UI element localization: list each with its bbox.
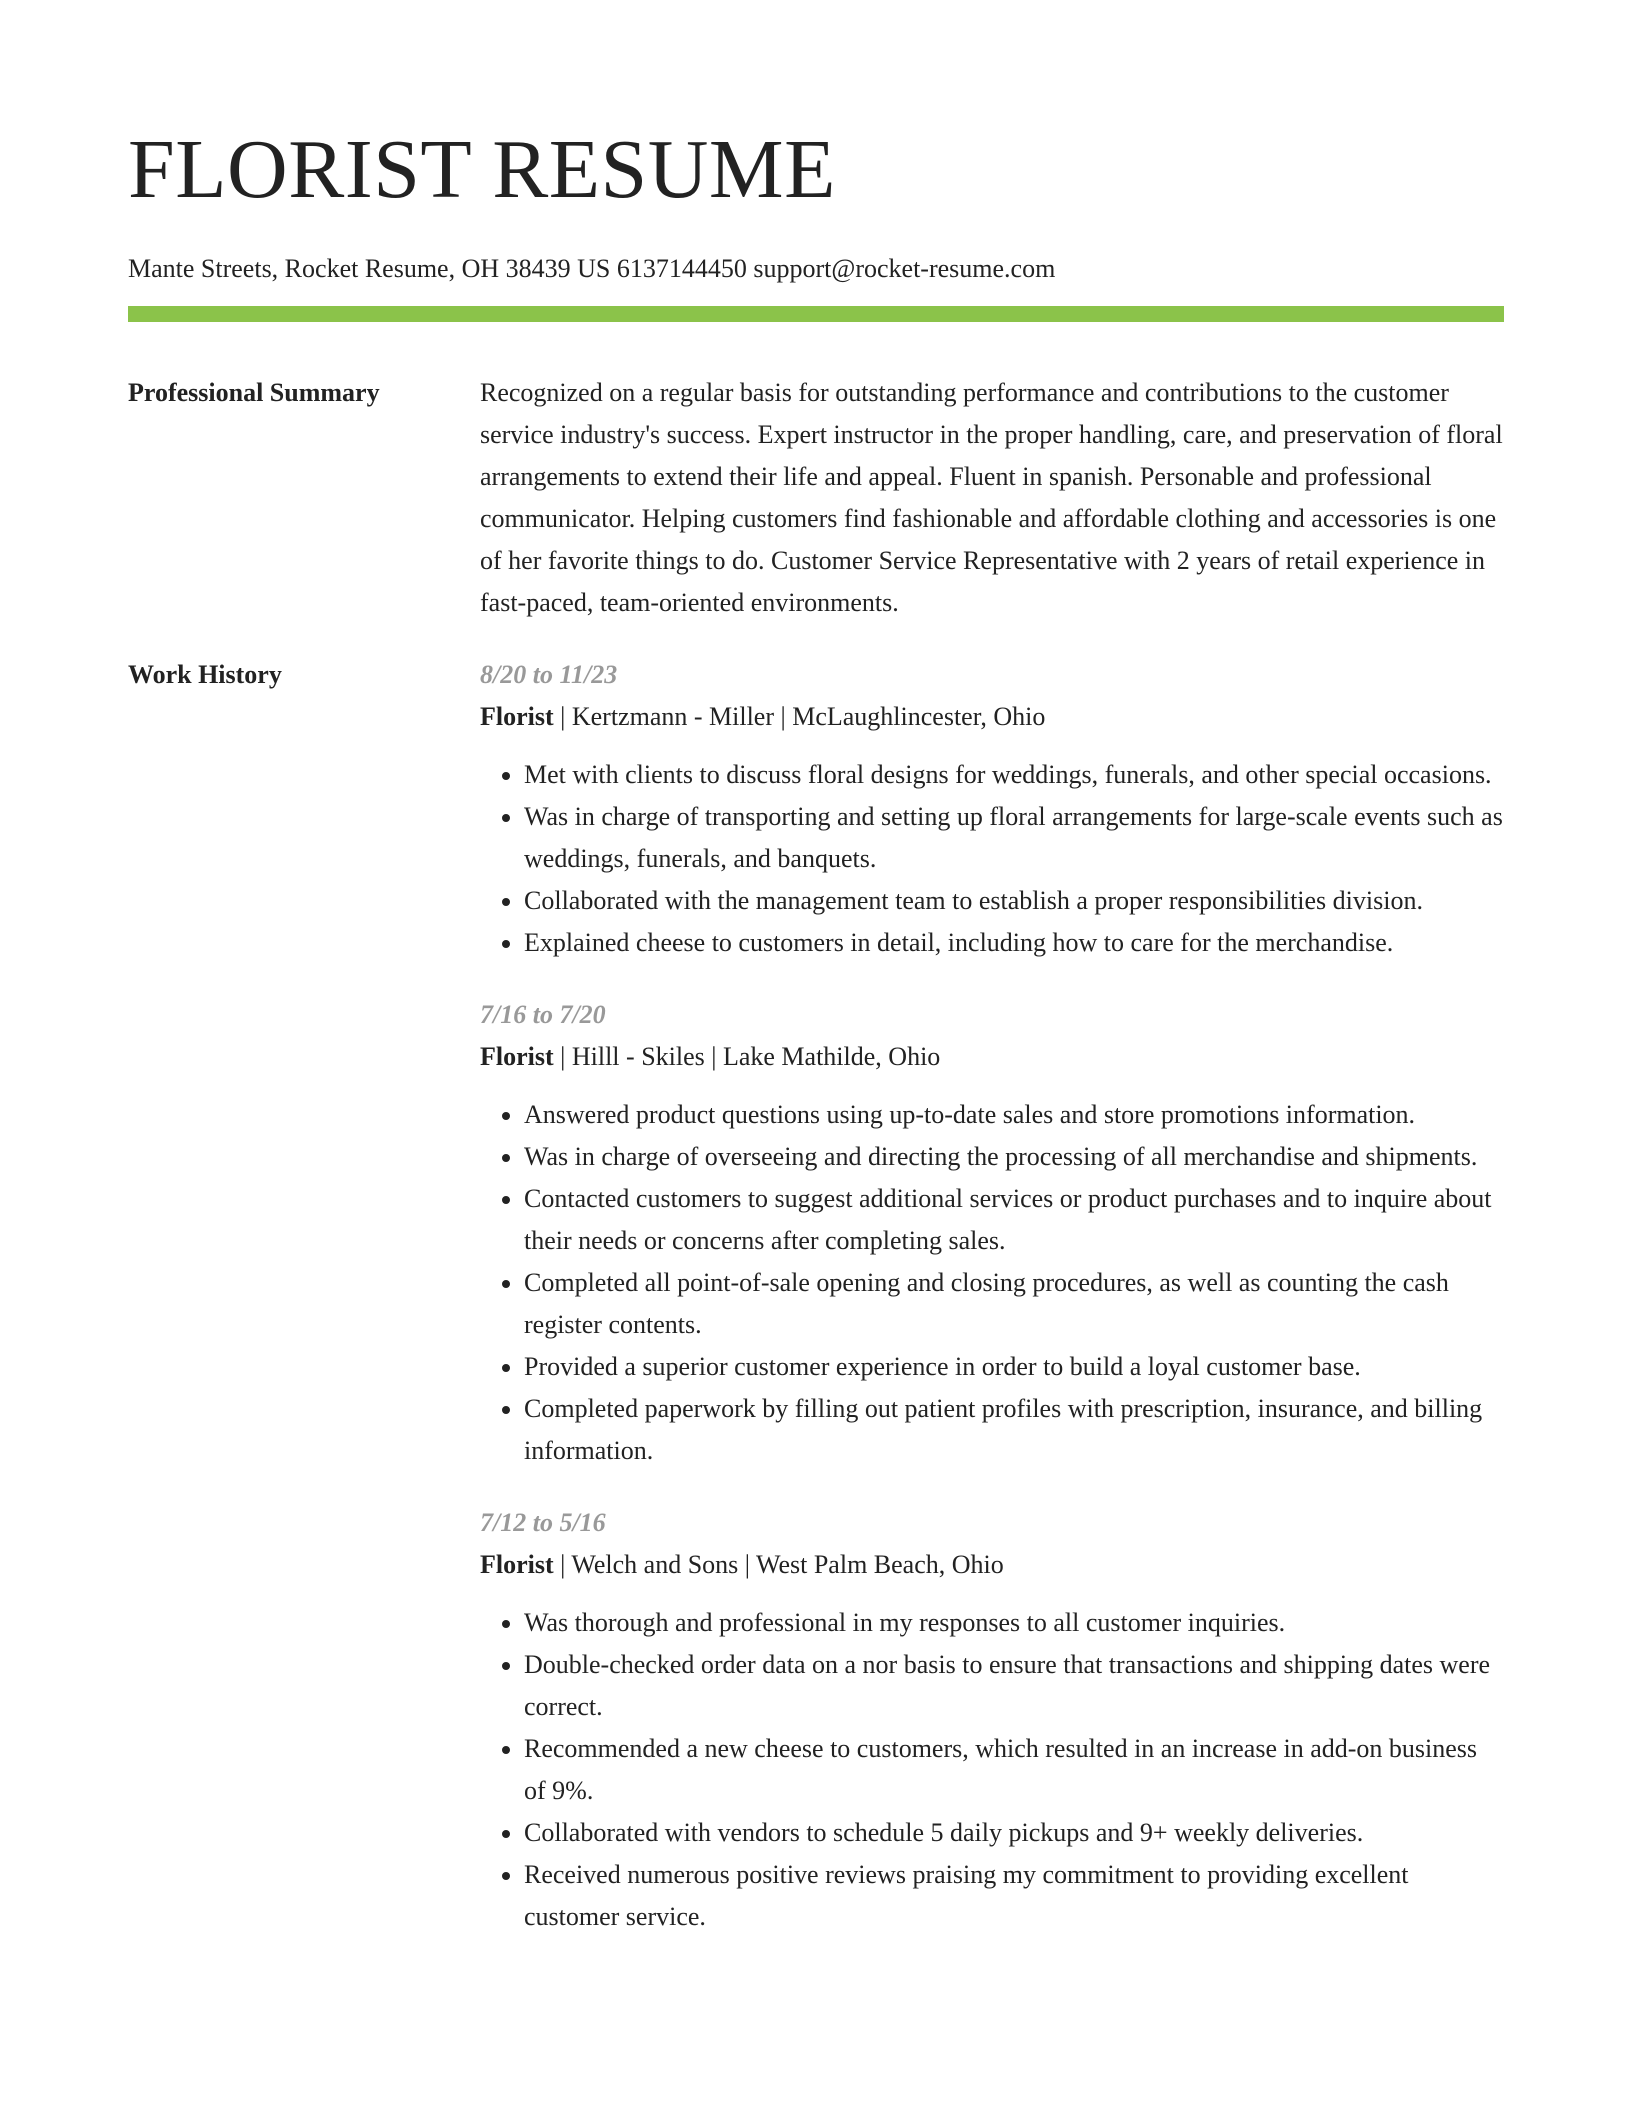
list-item: • Double-checked order data on a nor basis to ensure that transactions and shipping dates were correct. [524,1644,1504,1728]
list-item: • Was in charge of overseeing and directing the processing of all merchandise and shipments. [524,1136,1504,1178]
resume-page [128,0,1504,1938]
list-item: • Answered product questions using up-to-date sales and store promotions information. [524,1094,1504,1136]
professional-summary-section [128,372,1504,624]
job-title: Florist [480,1042,554,1071]
job-title-line [480,696,1504,738]
contact-line: Mante Streets, Rocket Resume, OH 38439 US 6137144450 support@rocket-resume.com [128,254,1056,283]
job-entry [480,1502,1504,1938]
list-item: • Explained cheese to customers in detail, including how to care for the merchandise. [524,922,1504,964]
job-dates: 8/20 to 11/23 [480,660,618,689]
job-dates: 7/16 to 7/20 [480,1000,606,1029]
list-item: • Met with clients to discuss floral designs for weddings, funerals, and other special occasions. [524,754,1504,796]
list-item: • Completed paperwork by filling out patient profiles with prescription, insurance, and billing information. [524,1388,1504,1472]
section-label-summary: Professional Summary [128,378,380,407]
job-bullets [480,754,1504,964]
list-item: • Received numerous positive reviews praising my commitment to providing excellent customer service. [524,1854,1504,1938]
job-title: Florist [480,1550,554,1579]
job-entry [480,994,1504,1472]
job-title-line [480,1544,1504,1586]
page-title: FLORIST RESUME [128,123,836,216]
job-details: | Hilll - Skiles | Lake Mathilde, Ohio [553,1042,941,1071]
summary-text: Recognized on a regular basis for outstanding performance and contributions to the customer service industry's success. Expert instructor in the proper handling, care, and preservation of floral arrangements to extend their life and appeal. Fluent in spanish. Personable and professional communicator. Helping customers find fashionable and affordable clothing and accessories is one of her favorite things to do. Customer Service Representative with 2 years of retail experience in fast-paced, team-oriented environments. [480,378,1503,617]
job-dates: 7/12 to 5/16 [480,1508,606,1537]
list-item: • Was thorough and professional in my responses to all customer inquiries. [524,1602,1504,1644]
header-divider [128,306,1504,322]
list-item: • Recommended a new cheese to customers, which resulted in an increase in add-on business of 9%. [524,1728,1504,1812]
list-item: • Collaborated with vendors to schedule 5 daily pickups and 9+ weekly deliveries. [524,1812,1504,1854]
job-title-line [480,1036,1504,1078]
list-item: • Was in charge of transporting and setting up floral arrangements for large-scale events such as weddings, funerals, and banquets. [524,796,1504,880]
work-history-list [480,654,1504,1938]
list-item: • Contacted customers to suggest additional services or product purchases and to inquire about their needs or concerns after completing sales. [524,1178,1504,1262]
work-history-section [128,654,1504,1938]
job-bullets [480,1094,1504,1472]
list-item: • Provided a superior customer experience in order to build a loyal customer base. [524,1346,1504,1388]
job-bullets [480,1602,1504,1938]
job-title: Florist [480,702,554,731]
list-item: • Completed all point-of-sale opening and closing procedures, as well as counting the cash register contents. [524,1262,1504,1346]
section-label-work-history: Work History [128,660,282,689]
job-details: | Welch and Sons | West Palm Beach, Ohio [553,1550,1004,1579]
list-item: • Collaborated with the management team to establish a proper responsibilities division. [524,880,1504,922]
job-entry [480,654,1504,964]
job-details: | Kertzmann - Miller | McLaughlincester, Ohio [553,702,1046,731]
